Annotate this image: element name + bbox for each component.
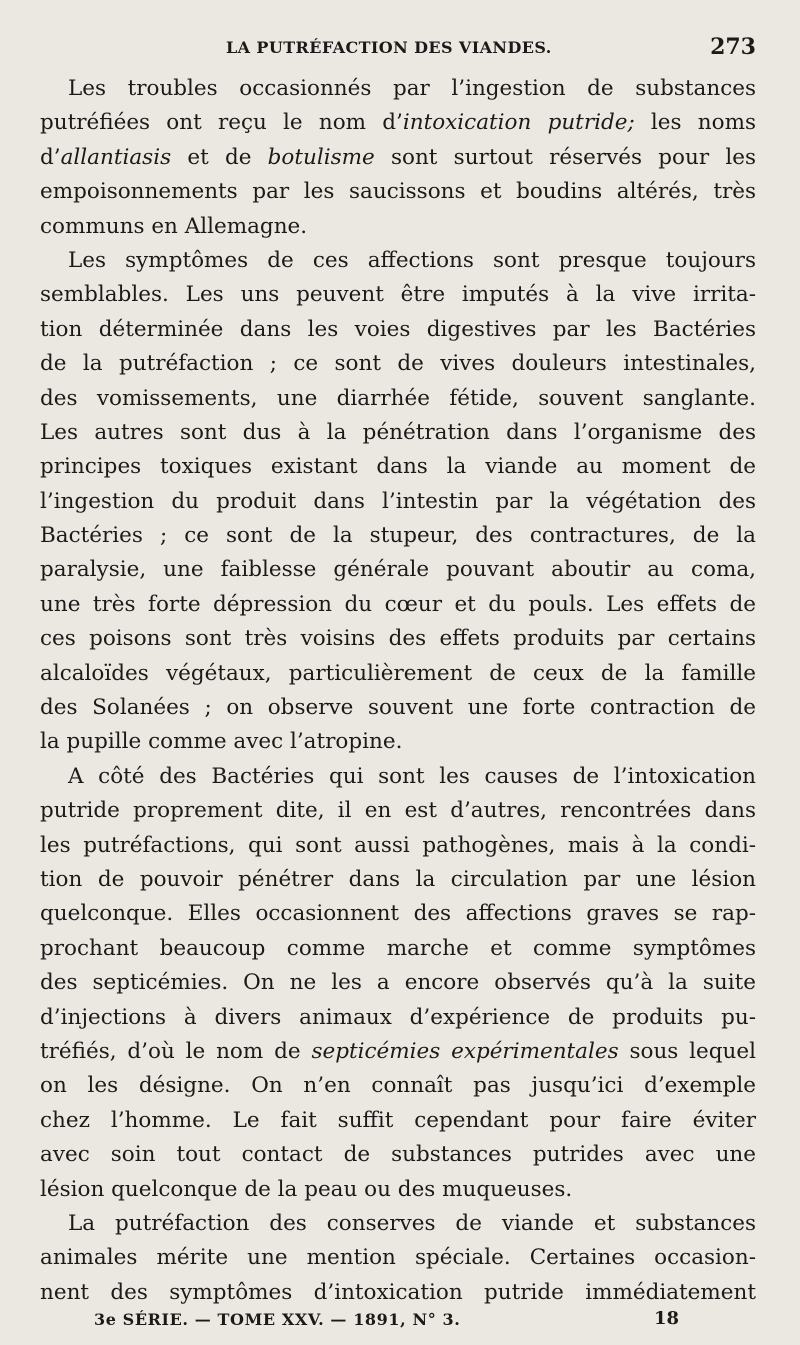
text-run: animales mérite une mention spéciale. Certaines occasion- bbox=[40, 1245, 756, 1271]
page-header bbox=[40, 34, 756, 64]
text-run: empoisonnements par les saucissons et boudins altérés, très bbox=[40, 179, 756, 205]
text-run: communs en Allemagne. bbox=[40, 213, 308, 239]
text-line bbox=[40, 932, 756, 966]
text-line bbox=[40, 141, 756, 175]
text-run: d’ bbox=[40, 144, 61, 170]
text-line bbox=[40, 210, 756, 244]
running-title: LA PUTRÉFACTION DES VIANDES. bbox=[226, 38, 552, 57]
text-run: l’ingestion du produit dans l’intestin par la végétation des bbox=[40, 488, 756, 514]
text-line bbox=[40, 829, 756, 863]
text-run: avec soin tout contact de substances putrides avec une bbox=[40, 1142, 756, 1168]
text-line bbox=[40, 1104, 756, 1138]
paragraph bbox=[40, 244, 756, 760]
text-run: de la putréfaction ; ce sont de vives douleurs intestinales, bbox=[40, 351, 756, 377]
text-line bbox=[40, 657, 756, 691]
text-line bbox=[40, 1241, 756, 1275]
text-run: lésion quelconque de la peau ou des muqueuses. bbox=[40, 1176, 573, 1202]
text-run: tréfiés, d’où le nom de bbox=[40, 1038, 312, 1064]
paragraph bbox=[40, 1207, 756, 1310]
text-run: Bactéries ; ce sont de la stupeur, des contractures, de la bbox=[40, 523, 756, 549]
text-run: prochant beaucoup comme marche et comme symptômes bbox=[40, 935, 756, 961]
text-line bbox=[40, 1035, 756, 1069]
text-line bbox=[40, 175, 756, 209]
text-line bbox=[40, 966, 756, 1000]
text-run: sous lequel bbox=[618, 1038, 756, 1064]
text-run: on les désigne. On n’en connaît pas jusqu’ici d’exemple bbox=[40, 1073, 756, 1099]
text-line bbox=[40, 588, 756, 622]
text-run: une très forte dépression du cœur et du pouls. Les effets de bbox=[40, 591, 756, 617]
text-run: principes toxiques existant dans la viande au moment de bbox=[40, 454, 756, 480]
body-text bbox=[40, 72, 756, 1310]
text-line bbox=[40, 622, 756, 656]
paragraph bbox=[40, 72, 756, 244]
sheet-number: 18 bbox=[654, 1308, 680, 1329]
text-line bbox=[40, 1207, 756, 1241]
italic-term: botulisme bbox=[267, 144, 375, 170]
paragraph bbox=[40, 760, 756, 1207]
text-run: les noms bbox=[634, 110, 756, 136]
text-run: semblables. Les uns peuvent être imputés à la vive irrita- bbox=[40, 282, 756, 308]
text-line bbox=[40, 416, 756, 450]
text-line bbox=[40, 278, 756, 312]
italic-term: septicémies expérimentales bbox=[311, 1038, 619, 1064]
text-run: des septicémies. On ne les a encore observés qu’à la suite bbox=[40, 970, 756, 996]
text-run: alcaloïdes végétaux, particulièrement de ceux de la famille bbox=[40, 660, 756, 686]
text-line bbox=[40, 244, 756, 278]
text-line bbox=[40, 1173, 756, 1207]
text-line bbox=[40, 1069, 756, 1103]
text-line bbox=[40, 519, 756, 553]
text-line bbox=[40, 897, 756, 931]
text-run: tion déterminée dans les voies digestives par les Bactéries bbox=[40, 316, 756, 342]
text-line bbox=[40, 347, 756, 381]
text-line bbox=[40, 72, 756, 106]
text-line bbox=[40, 106, 756, 140]
text-line bbox=[40, 794, 756, 828]
text-run: d’injections à divers animaux d’expérience de produits pu- bbox=[40, 1004, 756, 1030]
text-run: Les symptômes de ces affections sont presque toujours bbox=[68, 247, 756, 273]
italic-term: intoxication putride; bbox=[402, 110, 635, 136]
text-run: les putréfactions, qui sont aussi pathogènes, mais à la condi- bbox=[40, 832, 756, 858]
text-run: Les autres sont dus à la pénétration dans l’organisme des bbox=[40, 419, 756, 445]
text-line bbox=[40, 450, 756, 484]
page-number: 273 bbox=[710, 34, 756, 60]
text-line bbox=[40, 382, 756, 416]
text-run: et de bbox=[171, 144, 268, 170]
text-line bbox=[40, 1001, 756, 1035]
page-footer bbox=[94, 1308, 694, 1336]
text-run: nent des symptômes d’intoxication putride immédiatement bbox=[40, 1279, 756, 1305]
text-run: La putréfaction des conserves de viande et substances bbox=[68, 1210, 756, 1236]
text-line bbox=[40, 313, 756, 347]
text-line bbox=[40, 485, 756, 519]
text-run: paralysie, une faiblesse générale pouvant aboutir au coma, bbox=[40, 557, 756, 583]
text-run: quelconque. Elles occasionnent des affections graves se rap- bbox=[40, 901, 756, 927]
text-line bbox=[40, 1276, 756, 1310]
text-line bbox=[40, 691, 756, 725]
italic-term: allantiasis bbox=[60, 144, 172, 170]
footer-signature: 3e SÉRIE. — TOME XXV. — 1891, N° 3. bbox=[94, 1310, 461, 1329]
text-run: sont surtout réservés pour les bbox=[374, 144, 756, 170]
text-line bbox=[40, 553, 756, 587]
text-run: la pupille comme avec l’atropine. bbox=[40, 729, 403, 755]
text-run: tion de pouvoir pénétrer dans la circulation par une lésion bbox=[40, 866, 756, 892]
text-line bbox=[40, 760, 756, 794]
text-line bbox=[40, 725, 756, 759]
text-line bbox=[40, 1138, 756, 1172]
text-run: Les troubles occasionnés par l’ingestion de substances bbox=[68, 76, 756, 101]
text-run: A côté des Bactéries qui sont les causes de l’intoxication bbox=[68, 763, 756, 789]
text-run: ces poisons sont très voisins des effets produits par certains bbox=[40, 626, 756, 652]
text-run: putréfiées ont reçu le nom d’ bbox=[40, 110, 403, 136]
text-run: des Solanées ; on observe souvent une forte contraction de bbox=[40, 695, 756, 721]
text-run: putride proprement dite, il en est d’autres, rencontrées dans bbox=[40, 798, 756, 824]
text-run: des vomissements, une diarrhée fétide, souvent sanglante. bbox=[40, 385, 756, 411]
text-run: chez l’homme. Le fait suffit cependant pour faire éviter bbox=[40, 1107, 756, 1133]
text-line bbox=[40, 863, 756, 897]
